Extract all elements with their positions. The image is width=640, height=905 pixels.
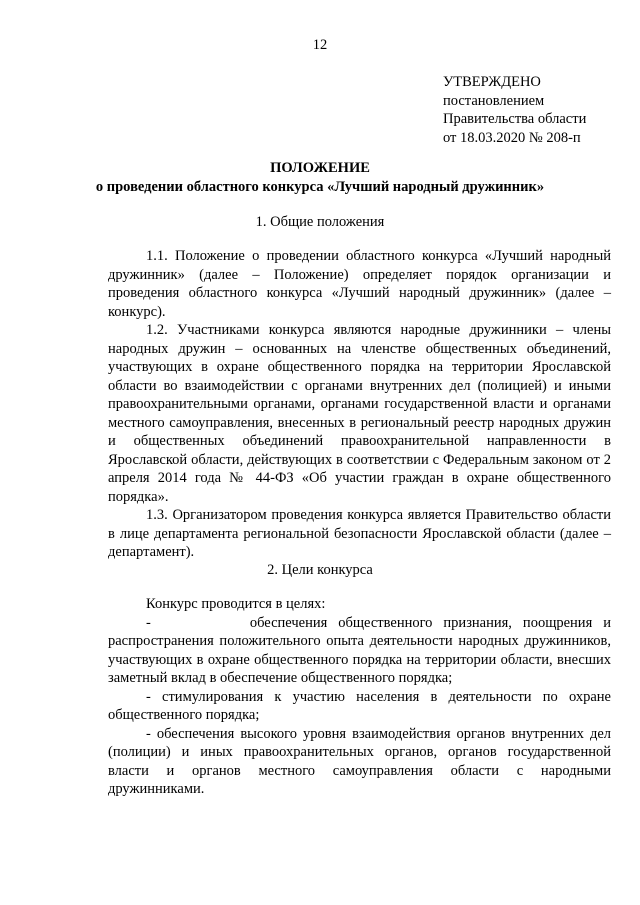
paragraph-1-3: 1.3. Организатором проведения конкурса является Правительство области в лице департамента региональной безопасности Ярославской области (далее – департамент).: [108, 507, 611, 560]
goal-item-2: - стимулирования к участию населения в деятельности по охране общественного порядка;: [108, 688, 611, 723]
section-goals-body: [108, 595, 611, 799]
approval-line-resolution: постановлением: [443, 92, 545, 109]
approval-line-date-number: от 18.03.2020 № 208-п: [443, 129, 581, 146]
approval-line-approved: УТВЕРЖДЕНО: [443, 74, 541, 90]
goal-item-3: - обеспечения высокого уровня взаимодействия органов внутренних дел (полиции) и иных правоохранительных органов, органов государственной власти и органов местного самоуправления области с народными дружинниками.: [108, 725, 611, 797]
goals-intro: Конкурс проводится в целях:: [146, 596, 326, 612]
document-title: ПОЛОЖЕНИЕ: [270, 160, 370, 176]
section-heading-goals: 2. Цели конкурса: [267, 562, 373, 578]
paragraph-1-1: 1.1. Положение о проведении областного конкурса «Лучший народный дружинник» (далее – Положение) определяет порядок организации и проведения областного конкурса «Лучший народный дружинник» (далее – конкурс).: [108, 248, 611, 320]
page-number: 12: [312, 37, 328, 53]
section-general-body: [108, 247, 611, 562]
document-subtitle: о проведении областного конкурса «Лучший народный дружинник»: [95, 179, 545, 195]
approval-block: [443, 73, 586, 147]
goal-item-1: - обеспечения общественного признания, поощрения и распространения положительного опыта деятельности народных дружинников, участвующих в охране общественного порядка на территории области, внесших заметный вклад в обеспечение общественного порядка;: [108, 614, 611, 686]
paragraph-1-2: 1.2. Участниками конкурса являются народные дружинники – члены народных дружин – основанных на членстве общественных объединений, участвующих в охране общественного порядка на территории Ярославской области во взаимодействии с органами внутренних дел (полицией) и иными правоохранительными органами, органами государственной власти и органами местного самоуправления, внесенных в региональный реестр народных дружин и общественных объединений правоохранительной направленности в Ярославской области, действующих в соответствии с Федеральным законом от 2 апреля 2014 года № 44-ФЗ «Об участии граждан в охране общественного порядка».: [108, 322, 611, 505]
section-heading-general: 1. Общие положения: [255, 214, 385, 230]
approval-line-government: Правительства области: [443, 111, 587, 127]
